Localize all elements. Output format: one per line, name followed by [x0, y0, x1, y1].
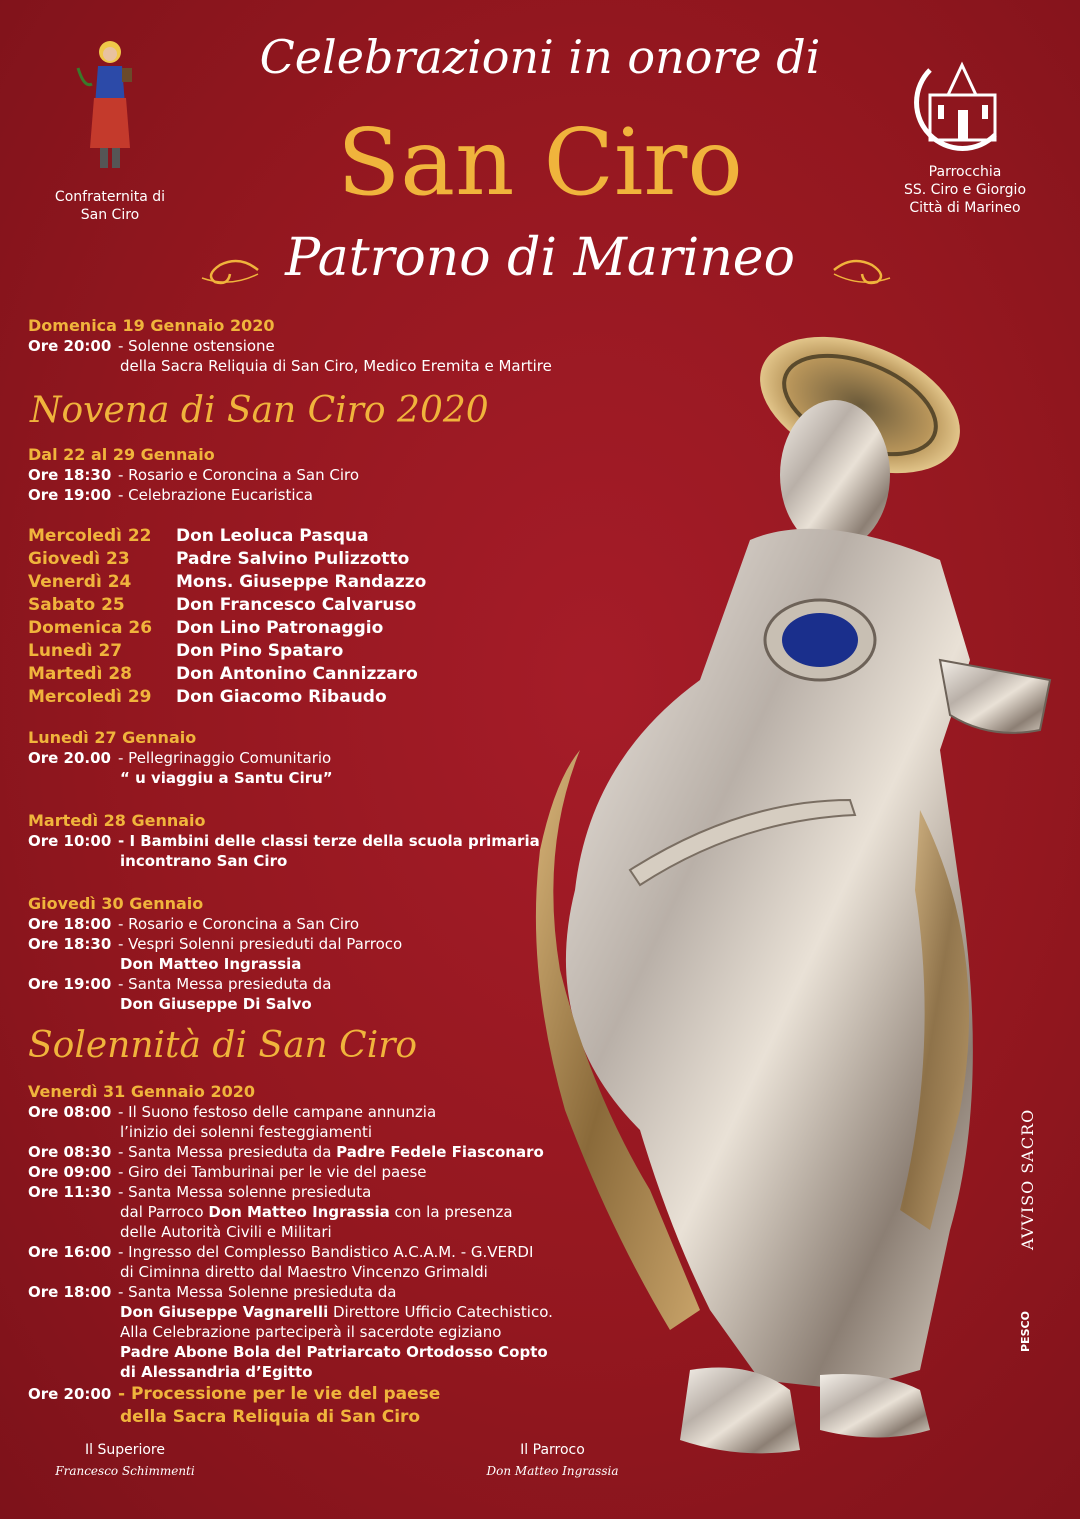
novena-day-row [28, 571, 648, 594]
giovedi30-date: Giovedì 30 Gennaio [28, 894, 204, 913]
lunedi27-time: Ore 20.00 [28, 749, 111, 767]
signature-right-role: Il Parroco [520, 1442, 585, 1458]
giovedi30-r1-text: - Rosario e Coroncina a San Ciro [118, 915, 360, 933]
solennita-c-time: Ore 09:00 [28, 1163, 112, 1181]
novena-day-row [28, 548, 648, 571]
opening-time: Ore 20:00 [28, 337, 112, 355]
martedi28-date: Martedì 28 Gennaio [28, 811, 206, 830]
novena-day-row [28, 525, 648, 548]
novena-day-celebrant: Don Antonino Cannizzaro [176, 664, 418, 684]
novena-day-label: Sabato 25 [28, 595, 125, 615]
opening-line-2: della Sacra Reliquia di San Ciro, Medico Eremita e Martire [120, 357, 552, 375]
novena-day-celebrant: Don Francesco Calvaruso [176, 595, 417, 615]
solennita-b-time: Ore 08:30 [28, 1143, 112, 1161]
giovedi30-r1-time: Ore 18:00 [28, 915, 112, 933]
saint-figure-icon [70, 38, 150, 178]
solennita-e-line-1: - Ingresso del Complesso Bandistico A.C.A.M. - G.VERDI [118, 1243, 534, 1261]
novena-item-1-time: Ore 18:30 [28, 466, 112, 484]
church-logo-icon [900, 55, 1010, 155]
left-org-line-1: Confraternita di [54, 189, 166, 205]
solennita-e-line-2: di Ciminna diretto dal Maestro Vincenzo Grimaldi [120, 1263, 488, 1281]
martedi28-line-1: - I Bambini delle classi terze della scuola primaria [118, 832, 540, 850]
solennita-f-line-1: - Santa Messa Solenne presieduta da [118, 1283, 397, 1301]
lunedi27-line-1: - Pellegrinaggio Comunitario [118, 749, 332, 767]
avviso-sacro-text: AVVISO SACRO [1018, 1108, 1037, 1250]
martedi28-line-2: incontrano San Ciro [120, 852, 288, 870]
signature-right [470, 1442, 635, 1478]
left-org-caption [40, 188, 180, 224]
solennita-d-name: Don Matteo Ingrassia [208, 1203, 390, 1221]
novena-item-2-time: Ore 19:00 [28, 486, 112, 504]
solennita-f-line-4: Padre Abone Bola del Patriarcato Ortodosso Copto [120, 1343, 548, 1361]
giovedi30-r3-name: Don Giuseppe Di Salvo [120, 995, 312, 1013]
novena-range-section [28, 445, 648, 505]
novena-day-label: Mercoledì 29 [28, 687, 152, 707]
novena-day-label: Giovedì 23 [28, 549, 130, 569]
novena-item-1-text: - Rosario e Coroncina a San Ciro [118, 466, 360, 484]
solennita-a-time: Ore 08:00 [28, 1103, 112, 1121]
novena-day-celebrant: Padre Salvino Pulizzotto [176, 549, 410, 569]
title-line-3: Patrono di Marineo [285, 228, 795, 288]
giovedi30-r2-text: - Vespri Solenni presieduti dal Parroco [118, 935, 403, 953]
giovedi30-r2-name: Don Matteo Ingrassia [120, 955, 302, 973]
pesco-brand [1012, 1270, 1042, 1360]
left-org-line-2: San Ciro [80, 207, 140, 223]
solennita-a-line-2: l’inizio dei solenni festeggiamenti [120, 1123, 373, 1141]
signature-left-name: Francesco Schimmenti [55, 1464, 195, 1478]
signature-right-name: Don Matteo Ingrassia [486, 1464, 619, 1478]
solennita-f-time: Ore 18:00 [28, 1283, 112, 1301]
giovedi30-r3-text: - Santa Messa presieduta da [118, 975, 332, 993]
solennita-section [28, 1082, 668, 1428]
solennita-d-line-1: - Santa Messa solenne presieduta [118, 1183, 372, 1201]
signature-left-role: Il Superiore [84, 1442, 165, 1458]
lunedi27-section [28, 728, 648, 788]
solennita-d-line-2b: con la presenza [389, 1203, 513, 1221]
novena-day-row [28, 663, 648, 686]
left-ornament-icon [200, 250, 260, 290]
novena-day-row [28, 617, 648, 640]
solennita-a-line-1: - Il Suono festoso delle campane annunzia [118, 1103, 437, 1121]
title-line-1: Celebrazioni in onore di [259, 30, 821, 84]
solennita-g-line-2: della Sacra Reliquia di San Ciro [120, 1407, 421, 1427]
novena-day-celebrant: Don Giacomo Ribaudo [176, 687, 387, 707]
giovedi30-r2-time: Ore 18:30 [28, 935, 112, 953]
right-org-line-1: Parrocchia [928, 164, 1002, 180]
novena-range: Dal 22 al 29 Gennaio [28, 445, 215, 464]
title-line-2: San Ciro [337, 109, 743, 216]
solennita-d-line-2a: dal Parroco [120, 1203, 209, 1221]
giovedi30-r3-time: Ore 19:00 [28, 975, 112, 993]
giovedi30-section [28, 894, 648, 1014]
solennita-title: Solennità di San Ciro [28, 1025, 418, 1066]
lunedi27-date: Lunedì 27 Gennaio [28, 728, 197, 747]
opening-line-1: - Solenne ostensione [118, 337, 275, 355]
solennita-g-time: Ore 20:00 [28, 1385, 112, 1403]
novena-day-row [28, 640, 648, 663]
novena-day-row [28, 594, 648, 617]
novena-days-list [28, 525, 648, 709]
right-org-line-2: SS. Ciro e Giorgio [903, 182, 1027, 198]
novena-day-celebrant: Don Leoluca Pasqua [176, 526, 369, 546]
novena-day-label: Domenica 26 [28, 618, 153, 638]
right-org-caption [880, 163, 1050, 217]
lunedi27-line-2: “ u viaggiu a Santu Ciru” [120, 769, 333, 787]
solennita-f-line-2b: Direttore Ufficio Catechistico. [328, 1303, 553, 1321]
novena-day-row [28, 686, 648, 709]
novena-title: Novena di San Ciro 2020 [30, 390, 489, 431]
novena-day-celebrant: Don Lino Patronaggio [176, 618, 384, 638]
solennita-f-name: Don Giuseppe Vagnarelli [120, 1303, 329, 1321]
solennita-d-time: Ore 11:30 [28, 1183, 112, 1201]
solennita-b-line-1: - Santa Messa presieduta da [118, 1143, 337, 1161]
solennita-f-line-3: Alla Celebrazione parteciperà il sacerdote egiziano [120, 1323, 502, 1341]
solennita-f-line-5: di Alessandria d’Egitto [120, 1363, 313, 1381]
novena-day-label: Martedì 28 [28, 664, 133, 684]
solennita-e-time: Ore 16:00 [28, 1243, 112, 1261]
avviso-sacro-label [1012, 1100, 1042, 1250]
opening-date: Domenica 19 Gennaio 2020 [28, 316, 275, 335]
novena-day-label: Venerdì 24 [28, 572, 132, 592]
signature-left [40, 1442, 210, 1478]
solennita-date: Venerdì 31 Gennaio 2020 [28, 1082, 255, 1101]
novena-item-2-text: - Celebrazione Eucaristica [118, 486, 313, 504]
opening-section [28, 316, 648, 376]
right-org-line-3: Città di Marineo [909, 200, 1021, 216]
solennita-b-name: Padre Fedele Fiasconaro [336, 1143, 544, 1161]
solennita-g-line-1: - Processione per le vie del paese [118, 1384, 441, 1404]
novena-day-label: Lunedì 27 [28, 641, 123, 661]
novena-day-celebrant: Don Pino Spataro [176, 641, 344, 661]
solennita-d-line-3: delle Autorità Civili e Militari [120, 1223, 332, 1241]
pesco-brand-text: PESCO [1019, 1311, 1032, 1352]
novena-day-label: Mercoledì 22 [28, 526, 152, 546]
solennita-c-line-1: - Giro dei Tamburinai per le vie del paese [118, 1163, 427, 1181]
novena-day-celebrant: Mons. Giuseppe Randazzo [176, 572, 427, 592]
martedi28-section [28, 811, 648, 871]
martedi28-time: Ore 10:00 [28, 832, 112, 850]
right-ornament-icon [832, 250, 892, 290]
